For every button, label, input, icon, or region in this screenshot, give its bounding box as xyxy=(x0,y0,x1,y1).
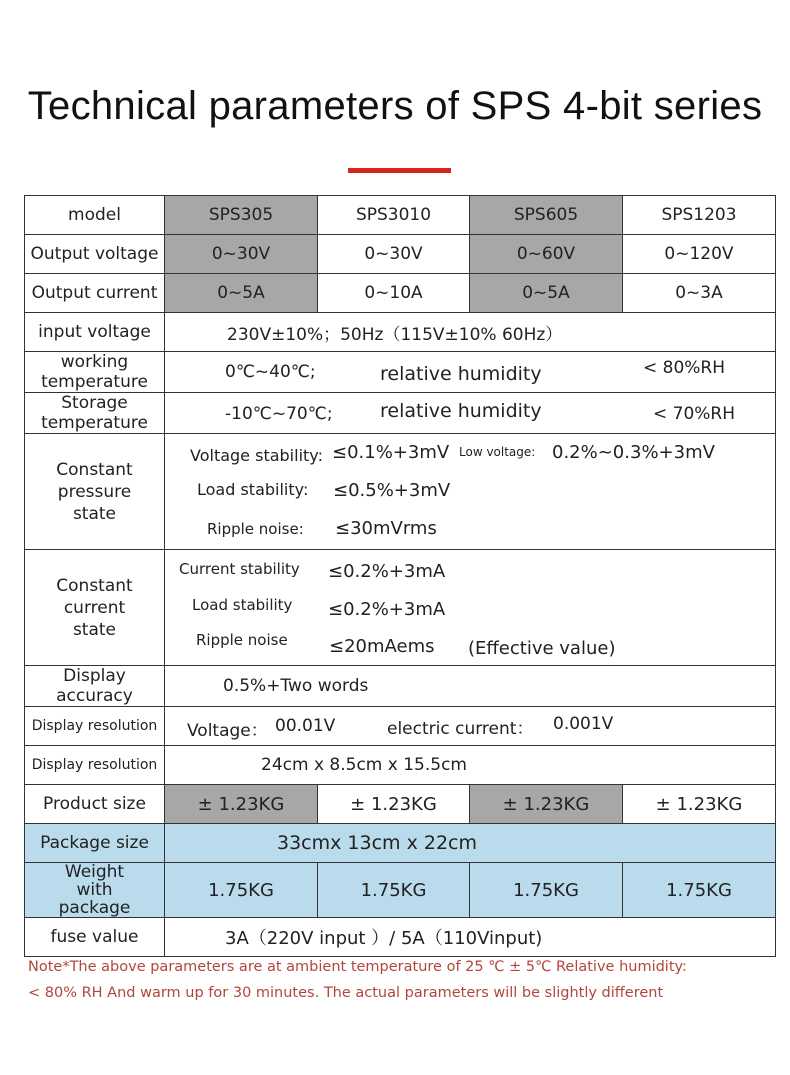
model-cell: SPS605 xyxy=(470,196,623,235)
value-cell: ± 1.23KG xyxy=(165,785,318,824)
row-label-display-resolution: Display resolution xyxy=(25,707,165,746)
value-cell: ± 1.23KG xyxy=(318,785,470,824)
model-cell: SPS1203 xyxy=(623,196,776,235)
value-cell: 0~30V xyxy=(165,235,318,274)
storage-humidity-label: relative humidity xyxy=(380,400,542,422)
table-row-input-voltage xyxy=(25,313,776,352)
table-row-model xyxy=(25,196,776,235)
row-label-fuse-value: fuse value xyxy=(25,918,165,957)
load-stability-label: Load stability: xyxy=(197,480,309,499)
value-cell: 0~10A xyxy=(318,274,470,313)
cc-ripple-noise-label: Ripple noise xyxy=(196,631,288,649)
fuse-value: 3A（220V input ）/ 5A（110Vinput) xyxy=(165,918,776,957)
effective-value-note: (Effective value) xyxy=(468,638,616,659)
storage-temperature-range: -10℃~70℃; xyxy=(225,404,333,424)
spec-table xyxy=(24,195,776,957)
constant-pressure-cell xyxy=(165,434,776,550)
constant-current-cell xyxy=(165,550,776,666)
package-size-value: 33cmx 13cm x 22cm xyxy=(165,824,776,863)
table-row-output-current xyxy=(25,274,776,313)
ripple-noise-value: ≤30mVrms xyxy=(335,518,437,539)
voltage-stability-label: Voltage stability: xyxy=(190,446,323,465)
table-row-working-temperature xyxy=(25,352,776,393)
table-row-fuse-value xyxy=(25,918,776,957)
value-cell: 1.75KG xyxy=(318,863,470,918)
weight-label: Weight with package xyxy=(58,862,131,918)
value-cell: 1.75KG xyxy=(623,863,776,918)
value-cell: 0~5A xyxy=(470,274,623,313)
table-row-constant-pressure xyxy=(25,434,776,550)
working-temperature-range: 0℃~40℃; xyxy=(225,362,316,382)
value-cell: 0~5A xyxy=(165,274,318,313)
row-label-working-temperature: working temperature xyxy=(25,352,165,393)
resolution-voltage-label: Voltage： xyxy=(187,721,268,741)
row-label-output-voltage: Output voltage xyxy=(25,235,165,274)
table-row-display-accuracy xyxy=(25,666,776,707)
storage-temperature-cell xyxy=(165,393,776,434)
input-voltage-value: 230V±10%；50Hz（115V±10% 60Hz） xyxy=(165,313,776,352)
row-label-weight xyxy=(25,863,165,918)
table-row-package-size xyxy=(25,824,776,863)
constant-current-label: Constant current state xyxy=(56,575,133,640)
title-accent-bar xyxy=(348,168,451,173)
cc-load-stability-label: Load stability xyxy=(192,596,293,614)
table-row-display-resolution xyxy=(25,707,776,746)
working-temperature-cell xyxy=(165,352,776,393)
table-row-constant-current xyxy=(25,550,776,666)
row-label-constant-current xyxy=(25,550,165,666)
model-cell: SPS3010 xyxy=(318,196,470,235)
constant-pressure-label: Constant pressure state xyxy=(56,459,133,524)
row-label-package-size: Package size xyxy=(25,824,165,863)
table-row-output-voltage xyxy=(25,235,776,274)
table-row-weight xyxy=(25,863,776,918)
current-stability-value: ≤0.2%+3mA xyxy=(328,561,446,582)
table-row-display-resolution-2 xyxy=(25,746,776,785)
resolution-current-label: electric current： xyxy=(387,719,534,739)
row-label-input-voltage: input voltage xyxy=(25,313,165,352)
value-cell: 1.75KG xyxy=(165,863,318,918)
resolution-voltage-value: 00.01V xyxy=(275,716,336,736)
row-label-display-accuracy: Display accuracy xyxy=(25,666,165,707)
low-voltage-value: 0.2%~0.3%+3mV xyxy=(552,442,715,463)
display-resolution-cell xyxy=(165,707,776,746)
row-label-constant-pressure xyxy=(25,434,165,550)
row-label-product-size: Product size xyxy=(25,785,165,824)
footnote-line-2: < 80% RH And warm up for 30 minutes. The actual parameters will be slightly different xyxy=(28,985,664,1001)
value-cell: 0~120V xyxy=(623,235,776,274)
load-stability-value: ≤0.5%+3mV xyxy=(333,480,451,501)
value-cell: ± 1.23KG xyxy=(623,785,776,824)
value-cell: 1.75KG xyxy=(470,863,623,918)
value-cell: 0~60V xyxy=(470,235,623,274)
current-stability-label: Current stability xyxy=(179,560,300,578)
table-row-storage-temperature xyxy=(25,393,776,434)
cc-ripple-noise-value: ≤20mAems xyxy=(329,636,435,657)
dimensions-value: 24cm x 8.5cm x 15.5cm xyxy=(165,746,776,785)
page-title: Technical parameters of SPS 4-bit series xyxy=(27,84,763,128)
row-label-model: model xyxy=(25,196,165,235)
voltage-stability-value: ≤0.1%+3mV xyxy=(332,442,450,463)
ripple-noise-label: Ripple noise: xyxy=(207,520,304,538)
model-cell: SPS305 xyxy=(165,196,318,235)
footnote xyxy=(28,954,773,1006)
value-cell: 0~3A xyxy=(623,274,776,313)
row-label-output-current: Output current xyxy=(25,274,165,313)
low-voltage-label: Low voltage: xyxy=(459,445,536,459)
working-humidity-label: relative humidity xyxy=(380,363,542,385)
table-row-product-size xyxy=(25,785,776,824)
resolution-current-value: 0.001V xyxy=(553,714,614,734)
footnote-line-1: Note*The above parameters are at ambient temperature of 25 ℃ ± 5℃ Relative humidity: xyxy=(28,959,687,975)
display-accuracy-value: 0.5%+Two words xyxy=(165,666,776,707)
cc-load-stability-value: ≤0.2%+3mA xyxy=(328,599,446,620)
row-label-storage-temperature: Storage temperature xyxy=(25,393,165,434)
value-cell: ± 1.23KG xyxy=(470,785,623,824)
storage-humidity-value: < 70%RH xyxy=(653,404,736,424)
working-humidity-value: < 80%RH xyxy=(643,358,726,378)
value-cell: 0~30V xyxy=(318,235,470,274)
row-label-display-resolution-2: Display resolution xyxy=(25,746,165,785)
